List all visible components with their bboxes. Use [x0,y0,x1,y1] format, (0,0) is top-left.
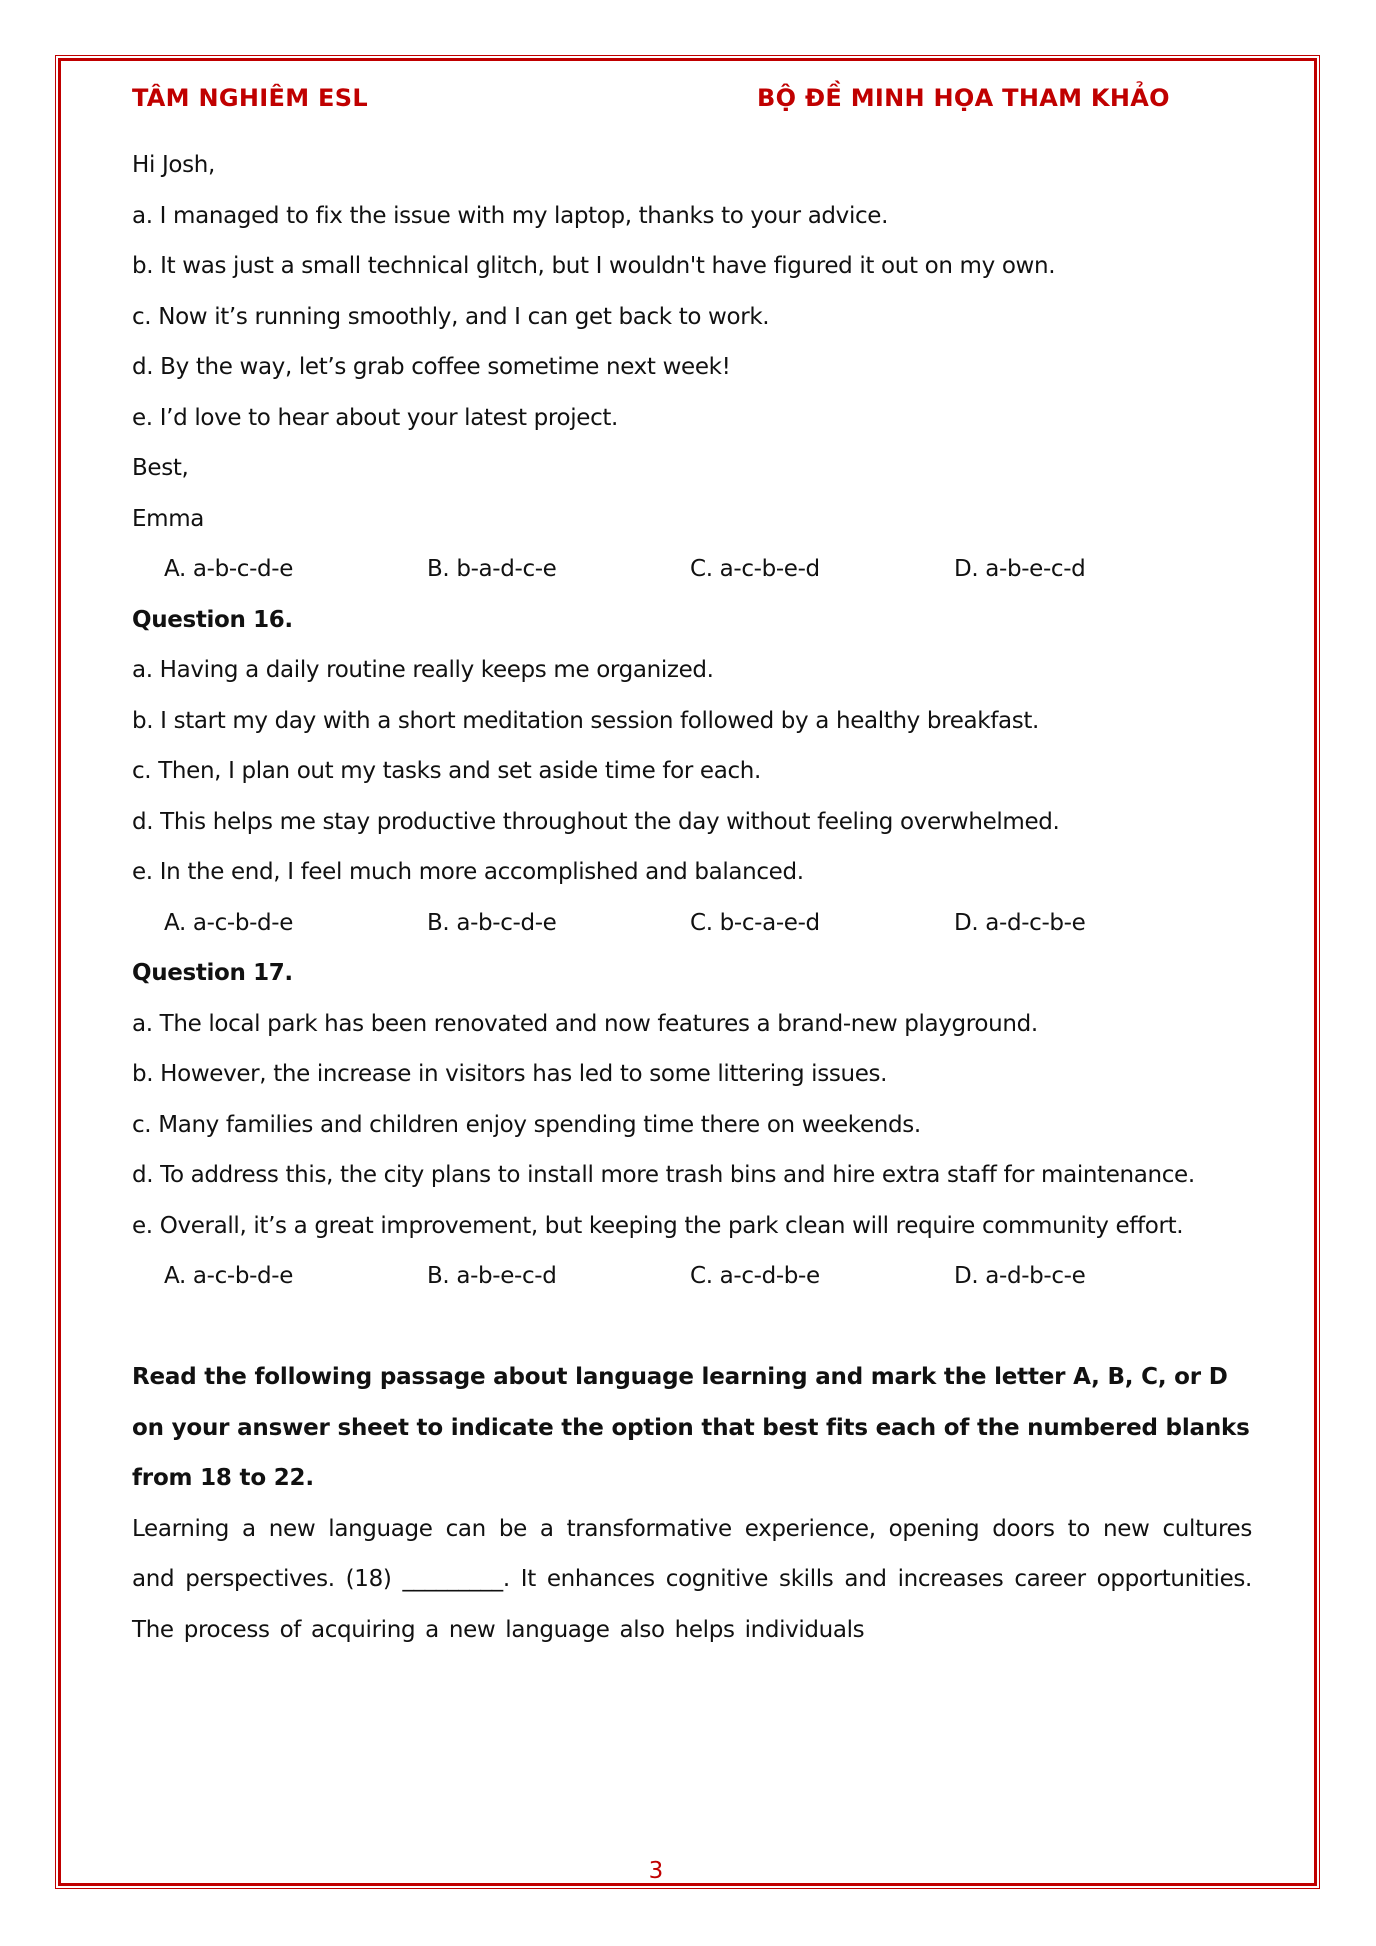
option-a[interactable]: A. a-c-b-d-e [164,909,294,936]
option-c[interactable]: C. a-c-d-b-e [690,1263,820,1289]
option-b[interactable]: B. b-a-d-c-e [427,556,557,582]
question-16 [132,595,1252,949]
reading-section [132,1352,1252,1655]
letter-signature: Emma [132,505,205,532]
sentence-e: e. I’d love to hear about your latest project. [132,404,619,431]
page-number: 3 [648,1858,664,1884]
page-header [132,84,1182,116]
sentence-e: e. In the end, I feel much more accomplished and balanced. [132,859,804,885]
question-title: Question 17. [132,960,293,986]
sentence-b: b. It was just a small technical glitch, but I wouldn't have figured it out on my own. [132,253,1056,279]
letter-closing: Best, [132,455,189,481]
answer-options [132,544,1252,595]
sentence-d: d. To address this, the city plans to install more trash bins and hire extra staff for maintenance. [132,1162,1195,1188]
option-c[interactable]: C. b-c-a-e-d [690,909,820,936]
answer-options [132,1251,1252,1302]
option-d[interactable]: D. a-d-c-b-e [954,909,1086,936]
option-a[interactable]: A. a-c-b-d-e [164,1263,294,1289]
option-a[interactable]: A. a-b-c-d-e [164,556,294,582]
section-spacer [132,1302,1252,1353]
reading-passage: Learning a new language can be a transformative experience, opening doors to new cultures and perspectives. (18) _________. It enhances cognitive skills and increases career opportunities. The process of acquiring a new language also helps individuals [132,1515,1252,1643]
sentence-c: c. Many families and children enjoy spending time there on weekends. [132,1111,921,1138]
sentence-d: d. By the way, let’s grab coffee sometime next week! [132,354,731,380]
sentence-a: a. I managed to fix the issue with my laptop, thanks to your advice. [132,202,889,229]
sentence-e: e. Overall, it’s a great improvement, but keeping the park clean will require community effort. [132,1212,1184,1239]
question-17 [132,948,1252,1302]
option-d[interactable]: D. a-b-e-c-d [954,556,1086,582]
option-c[interactable]: C. a-c-b-e-d [690,556,820,582]
question-title: Question 16. [132,606,293,633]
sentence-c: c. Now it’s running smoothly, and I can get back to work. [132,303,770,330]
document-body [132,140,1252,1655]
option-d[interactable]: D. a-d-b-c-e [954,1263,1086,1289]
option-b[interactable]: B. a-b-c-d-e [427,909,557,936]
option-b[interactable]: B. a-b-e-c-d [427,1263,557,1289]
header-brand: TÂM NGHIÊM ESL [132,84,368,112]
sentence-c: c. Then, I plan out my tasks and set aside time for each. [132,758,761,784]
sentence-b: b. I start my day with a short meditation session followed by a healthy breakfast. [132,707,1040,734]
question-15 [132,140,1252,595]
sentence-d: d. This helps me stay productive throughout the day without feeling overwhelmed. [132,808,1060,835]
sentence-b: b. However, the increase in visitors has led to some littering issues. [132,1061,888,1087]
header-title: BỘ ĐỀ MINH HỌA THAM KHẢO [757,84,1170,112]
sentence-a: a. Having a daily routine really keeps me organized. [132,657,714,683]
reading-instruction: Read the following passage about language learning and mark the letter A, B, C, or D on your answer sheet to indicate the option that best fits each of the numbered blanks from 18 to 22. [132,1364,1250,1491]
answer-options [132,898,1252,949]
letter-greeting: Hi Josh, [132,152,215,178]
sentence-a: a. The local park has been renovated and now features a brand-new playground. [132,1010,1038,1037]
